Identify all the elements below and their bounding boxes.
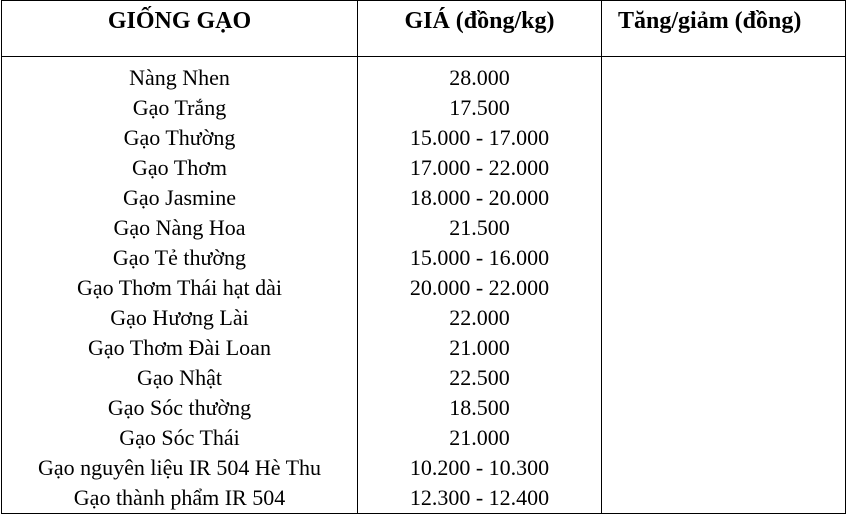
change-cell: [602, 273, 846, 303]
price-cell: 21.000: [358, 423, 602, 453]
price-cell: 21.500: [358, 213, 602, 243]
rice-variety-cell: Gạo Thơm Đài Loan: [2, 333, 358, 363]
table-row: [2, 393, 846, 423]
price-cell: 18.500: [358, 393, 602, 423]
header-change: Tăng/giảm (đồng): [602, 1, 846, 57]
price-cell: 10.200 - 10.300: [358, 453, 602, 483]
change-cell: [602, 93, 846, 123]
table-header-row: [2, 1, 846, 57]
table-row: [2, 93, 846, 123]
table-row: [2, 423, 846, 453]
change-cell: [602, 123, 846, 153]
rice-variety-cell: Nàng Nhen: [2, 57, 358, 94]
price-cell: 15.000 - 16.000: [358, 243, 602, 273]
price-cell: 18.000 - 20.000: [358, 183, 602, 213]
price-cell: 17.500: [358, 93, 602, 123]
table-row: [2, 453, 846, 483]
table-body: [2, 57, 846, 514]
price-cell: 28.000: [358, 57, 602, 94]
price-cell: 15.000 - 17.000: [358, 123, 602, 153]
rice-variety-cell: Gạo Sóc Thái: [2, 423, 358, 453]
rice-variety-cell: Gạo Sóc thường: [2, 393, 358, 423]
table-row: [2, 303, 846, 333]
rice-variety-cell: Gạo thành phẩm IR 504: [2, 483, 358, 514]
header-price: GIÁ (đồng/kg): [358, 1, 602, 57]
rice-variety-cell: Gạo Tẻ thường: [2, 243, 358, 273]
table-row: [2, 273, 846, 303]
price-cell: 21.000: [358, 333, 602, 363]
change-cell: [602, 213, 846, 243]
change-cell: [602, 393, 846, 423]
price-cell: 12.300 - 12.400: [358, 483, 602, 514]
table-row: [2, 333, 846, 363]
rice-variety-cell: Gạo Trắng: [2, 93, 358, 123]
rice-variety-cell: Gạo Thơm Thái hạt dài: [2, 273, 358, 303]
rice-variety-cell: Gạo Hương Lài: [2, 303, 358, 333]
price-cell: 20.000 - 22.000: [358, 273, 602, 303]
table-row: [2, 483, 846, 514]
price-cell: 22.000: [358, 303, 602, 333]
table-row: [2, 363, 846, 393]
header-rice-variety: GIỐNG GẠO: [2, 1, 358, 57]
change-cell: [602, 183, 846, 213]
change-cell: [602, 483, 846, 514]
table-row: [2, 213, 846, 243]
change-cell: [602, 153, 846, 183]
table-row: [2, 153, 846, 183]
change-cell: [602, 423, 846, 453]
table-row: [2, 243, 846, 273]
price-cell: 17.000 - 22.000: [358, 153, 602, 183]
change-cell: [602, 453, 846, 483]
rice-variety-cell: Gạo Nàng Hoa: [2, 213, 358, 243]
change-cell: [602, 363, 846, 393]
rice-variety-cell: Gạo Thường: [2, 123, 358, 153]
change-cell: [602, 333, 846, 363]
table-row: [2, 183, 846, 213]
table-row: [2, 57, 846, 94]
price-cell: 22.500: [358, 363, 602, 393]
table-row: [2, 123, 846, 153]
change-cell: [602, 303, 846, 333]
rice-variety-cell: Gạo nguyên liệu IR 504 Hè Thu: [2, 453, 358, 483]
change-cell: [602, 243, 846, 273]
rice-variety-cell: Gạo Nhật: [2, 363, 358, 393]
rice-variety-cell: Gạo Jasmine: [2, 183, 358, 213]
rice-variety-cell: Gạo Thơm: [2, 153, 358, 183]
rice-price-table: [1, 0, 846, 514]
change-cell: [602, 57, 846, 94]
